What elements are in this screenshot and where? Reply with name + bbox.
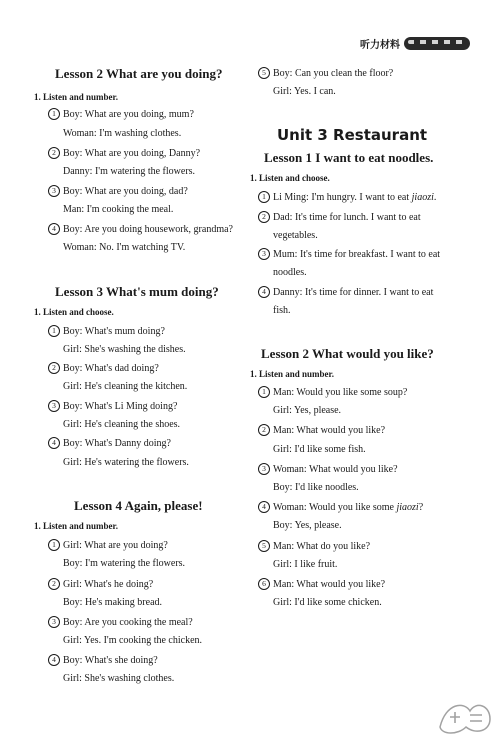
item-number: 1: [258, 386, 270, 398]
list-item: [48, 185, 188, 197]
line-text: Woman: No. I'm watching TV.: [63, 242, 186, 253]
item-number: 4: [258, 286, 270, 298]
list-item: [258, 501, 423, 513]
line-text: Man: What would you like?: [273, 579, 386, 590]
list-item: [258, 386, 407, 398]
list-item: [258, 286, 433, 298]
list-item: [258, 540, 370, 552]
line-text: Boy: What are you doing, mum?: [63, 109, 194, 120]
instruction: 1. Listen and choose.: [34, 307, 114, 317]
list-item: [48, 616, 193, 628]
line-text-italic: jiaozi: [396, 502, 419, 513]
line-text: Girl: He's cleaning the shoes.: [63, 419, 181, 430]
item-number: 4: [48, 437, 60, 449]
list-item: [48, 539, 168, 551]
line-text: Boy: Yes, please.: [273, 520, 342, 531]
line-text: Boy: What's mum doing?: [63, 326, 165, 337]
line-text: Woman: What would you like?: [273, 464, 398, 475]
lesson-title: Lesson 1 I want to eat noodles.: [264, 150, 434, 165]
list-item: [48, 108, 194, 120]
line-text: Girl: Yes, please.: [273, 405, 342, 416]
line-text: Danny: It's time for dinner. I want to eat: [273, 287, 434, 298]
item-number: 2: [258, 424, 270, 436]
line-text: Boy: I'm watering the flowers.: [63, 558, 186, 569]
item-number: 3: [48, 185, 60, 197]
line-text: vegetables.: [273, 230, 318, 241]
item-number: 3: [258, 248, 270, 260]
line-text: Boy: Are you cooking the meal?: [63, 617, 193, 628]
item-number: 2: [258, 211, 270, 223]
list-item: [258, 248, 440, 260]
page-header: [360, 36, 470, 51]
line-text: Girl: He's cleaning the kitchen.: [63, 381, 188, 392]
line-text: Girl: She's washing the dishes.: [63, 344, 186, 355]
line-text: Girl: I like fruit.: [273, 559, 338, 570]
line-text: Boy: What are you doing, dad?: [63, 186, 188, 197]
instruction: 1. Listen and number.: [34, 521, 118, 531]
list-item: [258, 191, 436, 203]
line-text: Girl: What's he doing?: [63, 579, 154, 590]
line-text: Girl: What are you doing?: [63, 540, 168, 551]
item-number: 1: [258, 191, 270, 203]
list-item: [48, 437, 171, 449]
line-text: Li Ming: I'm hungry. I want to eat: [273, 192, 412, 203]
line-text: Boy: Are you doing housework, grandma?: [63, 224, 233, 235]
line-text: Man: I'm cooking the meal.: [63, 204, 174, 215]
line-text: Boy: What's she doing?: [63, 655, 158, 666]
item-number: 2: [48, 362, 60, 374]
line-text: ?: [418, 502, 424, 513]
item-number: 1: [48, 108, 60, 120]
instruction: 1. Listen and number.: [34, 92, 118, 102]
item-number: 3: [258, 463, 270, 475]
list-item: [258, 424, 385, 436]
line-text: Girl: I'd like some chicken.: [273, 597, 382, 608]
list-item: [258, 463, 398, 475]
line-text: Boy: He's making bread.: [63, 597, 163, 608]
line-text: Dad: It's time for lunch. I want to eat: [273, 212, 421, 223]
line-text: Woman: I'm washing clothes.: [63, 128, 182, 139]
instruction: 1. Listen and number.: [250, 369, 334, 379]
line-text: Danny: I'm watering the flowers.: [63, 166, 196, 177]
line-text: Boy: Can you clean the floor?: [273, 68, 394, 79]
item-number: 2: [48, 578, 60, 590]
line-text-italic: jiaozi: [411, 192, 434, 203]
line-text: Boy: What's dad doing?: [63, 363, 159, 374]
item-number: 4: [48, 654, 60, 666]
item-number: 4: [48, 223, 60, 235]
line-text: Boy: What's Danny doing?: [63, 438, 171, 449]
item-number: 4: [258, 501, 270, 513]
watermark-stamp-icon: [436, 697, 494, 737]
item-number: 3: [48, 400, 60, 412]
list-item: [48, 400, 177, 412]
instruction: 1. Listen and choose.: [250, 173, 330, 183]
line-text: Girl: She's washing clothes.: [63, 673, 175, 684]
line-text: Boy: What's Li Ming doing?: [63, 401, 178, 412]
unit-title: Unit 3 Restaurant: [277, 126, 428, 144]
item-number: 2: [48, 147, 60, 159]
lesson-title: Lesson 3 What's mum doing?: [55, 284, 219, 299]
line-text: Woman: Would you like some: [273, 502, 397, 513]
list-item: [258, 67, 393, 79]
line-text: Boy: I'd like noodles.: [273, 482, 359, 493]
item-number: 3: [48, 616, 60, 628]
item-number: 5: [258, 67, 270, 79]
list-item: [258, 578, 385, 590]
line-text: .: [433, 192, 437, 203]
line-text: noodles.: [273, 267, 307, 278]
list-item: [258, 211, 421, 223]
line-text: Girl: Yes. I'm cooking the chicken.: [63, 635, 203, 646]
lesson-title: Lesson 4 Again, please!: [74, 498, 203, 513]
list-item: [48, 578, 153, 590]
lesson-title: Lesson 2 What are you doing?: [55, 66, 223, 81]
list-item: [48, 362, 159, 374]
line-text: Girl: I'd like some fish.: [273, 444, 366, 455]
line-text: Man: What do you like?: [273, 541, 371, 552]
list-item: [48, 147, 200, 159]
header-label: 听力材料: [360, 40, 400, 51]
line-text: fish.: [273, 305, 291, 316]
lesson-title: Lesson 2 What would you like?: [261, 346, 434, 361]
list-item: [48, 325, 165, 337]
line-text: Mum: It's time for breakfast. I want to eat: [273, 249, 441, 260]
line-text: Man: What would you like?: [273, 425, 386, 436]
header-decoration: [404, 37, 470, 50]
line-text: Girl: He's watering the flowers.: [63, 457, 189, 468]
item-number: 1: [48, 325, 60, 337]
line-text: Man: Would you like some soup?: [273, 387, 408, 398]
list-item: [48, 223, 233, 235]
line-text: Boy: What are you doing, Danny?: [63, 148, 201, 159]
list-item: [48, 654, 158, 666]
item-number: 6: [258, 578, 270, 590]
item-number: 5: [258, 540, 270, 552]
line-text: Girl: Yes. I can.: [273, 86, 336, 97]
item-number: 1: [48, 539, 60, 551]
